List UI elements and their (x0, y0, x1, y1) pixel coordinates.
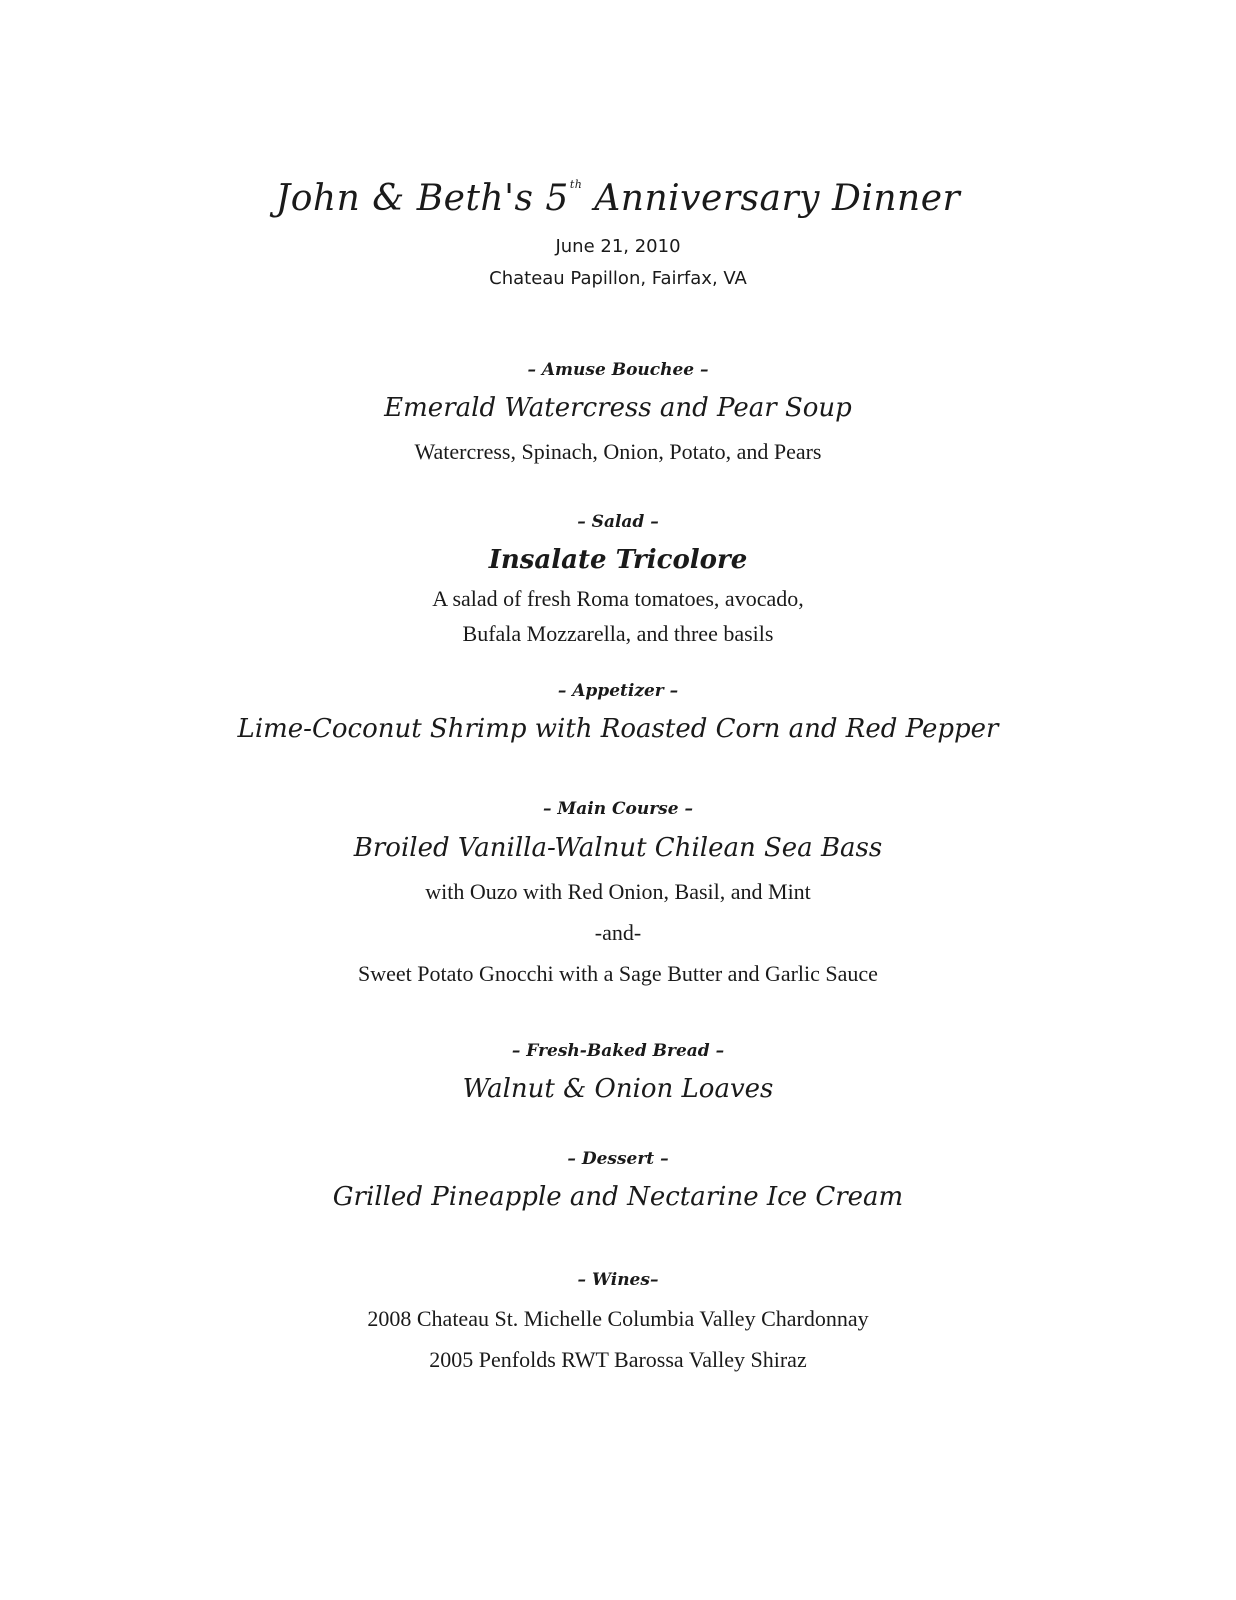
course-heading-wines: – Wines– (577, 1270, 659, 1290)
course-heading-bread: – Fresh-Baked Bread – (511, 1041, 725, 1061)
title-end: Anniversary Dinner (582, 178, 961, 219)
dish-salad: Insalate Tricolore (488, 545, 748, 575)
dish-dessert: Grilled Pineapple and Nectarine Ice Cream (332, 1182, 904, 1212)
dish-main: Broiled Vanilla-Walnut Chilean Sea Bass (353, 833, 883, 863)
course-heading-appetizer: – Appetizer – (557, 681, 679, 701)
course-heading-dessert: – Dessert – (567, 1149, 669, 1169)
course-heading-amuse: – Amuse Bouchee – (527, 360, 709, 380)
course-heading-main: – Main Course – (543, 799, 693, 819)
dish-desc-main-and: -and- (594, 920, 642, 945)
event-date: June 21, 2010 (555, 236, 681, 257)
course-heading-salad: – Salad – (577, 512, 659, 532)
wine-2: 2005 Penfolds RWT Barossa Valley Shiraz (429, 1347, 807, 1372)
dish-desc-amuse: Watercress, Spinach, Onion, Potato, and Pears (414, 439, 822, 464)
event-venue: Chateau Papillon, Fairfax, VA (489, 268, 747, 289)
title-superscript: th (569, 178, 583, 191)
wine-1: 2008 Chateau St. Michelle Columbia Valley Chardonnay (367, 1306, 869, 1331)
page-title (0, 178, 1236, 219)
dish-desc-salad-2: Bufala Mozzarella, and three basils (462, 621, 774, 646)
dish-bread: Walnut & Onion Loaves (462, 1074, 774, 1104)
dish-appetizer: Lime-Coconut Shrimp with Roasted Corn and Red Pepper (237, 714, 999, 744)
dish-desc-main-2: Sweet Potato Gnocchi with a Sage Butter and Garlic Sauce (358, 961, 878, 986)
dish-amuse: Emerald Watercress and Pear Soup (384, 393, 852, 423)
title-main: John & Beth's 5 (275, 178, 569, 219)
dish-desc-main-1: with Ouzo with Red Onion, Basil, and Mint (425, 879, 811, 904)
dish-desc-salad-1: A salad of fresh Roma tomatoes, avocado, (432, 586, 804, 611)
